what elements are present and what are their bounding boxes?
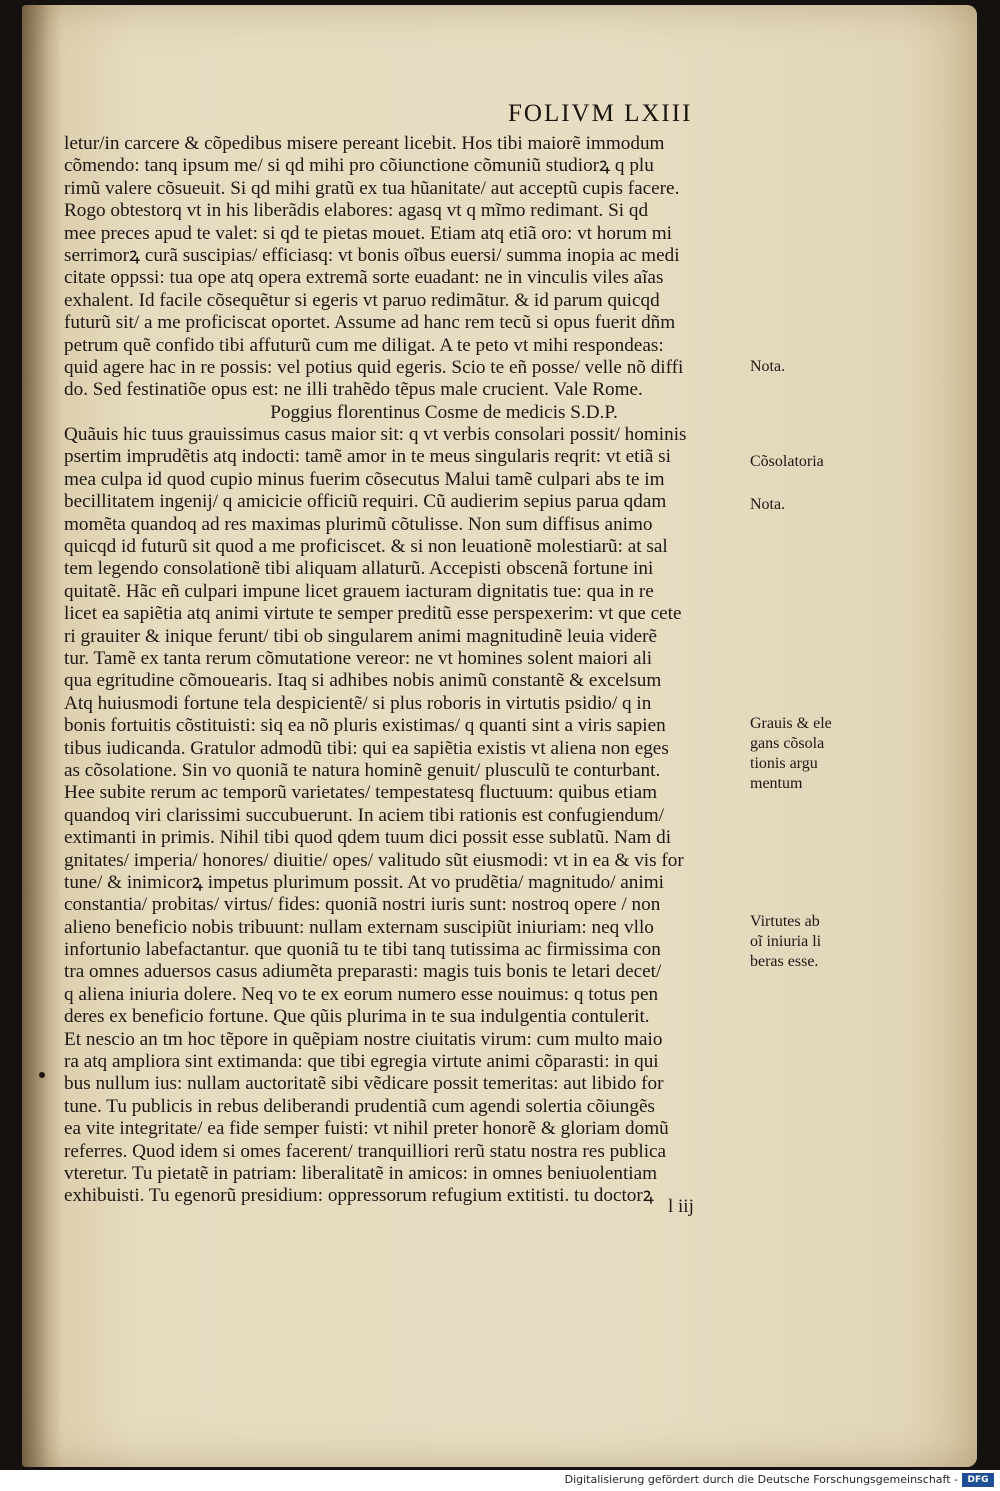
margin-note-grauis: Grauis & ele [750, 715, 832, 732]
footer-credit: Digitalisierung gefördert durch die Deutsche Forschungsgemeinschaft - [564, 1473, 958, 1486]
text-line: Quãuis hic tuus grauissimus casus maior sit: q vt verbis consolari possit/ hominis [64, 424, 687, 446]
letter-heading: Poggius florentinus Cosme de medicis S.D.P. [270, 401, 618, 423]
text-line: bus nullum ius: nullam auctoritatẽ sibi vẽdicare possit temeritas: aut libido for [64, 1073, 664, 1095]
text-line: qua egritudine cõmouearis. Itaq si adhibes nobis animũ constantẽ & excelsum [64, 670, 662, 692]
text-line: referres. Quod idem si omes facerent/ tranquilliori rerũ statu nostra res publica [64, 1140, 667, 1162]
text-line: tur. Tamẽ ex tanta rerum cõmutatione vereor: ne vt homines solent maiori ali [64, 647, 653, 669]
text-line: tem legendo consolationẽ tibi aliquam allaturũ. Accepisti obscenã fortune ini [64, 558, 654, 580]
text-line: cõmendo: tanq ipsum me/ si qd mihi pro cõiunctione cõmuniũ studiorꝝ q plu [64, 155, 654, 177]
margin-note-virtutes: Virtutes ab [750, 913, 820, 930]
text-line: letur/in carcere & cõpedibus misere pereant licebit. Hos tibi maiorẽ immodum [64, 133, 665, 154]
text-line: as cõsolatione. Sin vo quoniã te natura hominẽ genuit/ plusculũ te conturbant. [64, 759, 661, 781]
text-line: alieno beneficio nobis tribuunt: nullam externam suscipiũt iniuriam: neq vllo [64, 916, 654, 938]
text-line: quandoq viri clarissimi succubuerunt. In aciem tibi rationis est confugiendum/ [64, 804, 665, 826]
text-line: vteretur. Tu pietatẽ in patriam: liberalitatẽ in amicos: in omnes beniuolentiam [64, 1162, 658, 1184]
text-line: Atq huiusmodi fortune tela despicientẽ/ si plus roboris in virtutis psidio/ q in [64, 692, 652, 714]
text-line: exhalent. Id facile cõsequẽtur si egeris vt paruo redimãtur. & id parum quicqd [64, 289, 660, 311]
text-line: tune. Tu publicis in rebus deliberandi prudentiã cum agendi solertia cõiungẽs [64, 1095, 655, 1117]
text-line: Rogo obtestorq vt in his liberãdis elabores: agasq vt q mĩmo redimant. Si qd [64, 200, 649, 222]
text-line: mea culpa id quod cupio minus fuerim cõsecutus Malui tamẽ culpari abs te im [64, 468, 665, 490]
folio-header: FOLIVM LXIII [508, 100, 693, 127]
text-line: mee preces apud te valet: si qd te pietas mouet. Etiam atq etiã oro: vt horum mi [64, 222, 672, 244]
margin-note-nota: Nota. [750, 358, 786, 375]
text-line: quid agere hac in re possis: vel potius quid egeris. Scio te eñ posse/ velle nõ diffi [64, 356, 684, 378]
ink-dot [39, 1072, 45, 1078]
text-line: exhibuisti. Tu egenorũ presidium: oppressorum refugium extitisti. tu doctorꝝ [64, 1185, 654, 1207]
show-through-text [800, 180, 826, 198]
margin-note-virtutes: beras esse. [750, 953, 819, 970]
text-line: gnitates/ imperia/ honores/ diuitie/ opes/ valitudo sũt eiusmodi: vt in ea & vis for [64, 849, 684, 871]
text-line: infortunio labefactantur. que quoniã tu te tibi tanq tutissima ac firmissima con [64, 939, 661, 961]
dfg-logo-icon: DFG [962, 1473, 994, 1487]
text-line: ra atq ampliora sint extimanda: que tibi egregia virtute animi cõparasti: in qui [64, 1051, 659, 1073]
margin-note-consolatoria: Cõsolatoria [750, 453, 824, 470]
margin-note-virtutes: oĩ iniuria li [750, 933, 822, 950]
text-line: bonis fortuitis cõstituisti: siq ea nõ pluris existimas/ q quanti sint a viris sapien [64, 715, 666, 737]
margin-note-nota: Nota. [750, 496, 786, 513]
main-text-block [64, 133, 764, 1208]
text-line: petrum quẽ confido tibi affuturũ cum me diligat. A te peto vt mihi respondeas: [64, 334, 664, 356]
text-line: tra omnes aduersos casus adiumẽta preparasti: magis tuis bonis te letari decet/ [64, 961, 662, 983]
page-gutter-shadow [22, 5, 62, 1467]
text-line: tune/ & inimicorꝝ impetus plurimum possit. At vo prudẽtia/ magnitudo/ animi [64, 871, 664, 893]
text-line: constantia/ probitas/ virtus/ fides: quoniã nostri iuris sunt: nostroq opere / non [64, 894, 661, 916]
text-line: futurũ sit/ a me proficiscat oportet. Assume ad hanc rem tecũ si opus fuerit dñm [64, 312, 676, 334]
text-line: extimanti in primis. Nihil tibi quod qdem tuum dici possit esse sublatũ. Nam di [64, 827, 672, 849]
margin-note-grauis: mentum [750, 775, 803, 792]
signature-mark: l iij [668, 1196, 694, 1217]
text-line: licet ea sapiẽtia atq animi virtute te semper preditũ esse perspexerim: vt que cete [64, 603, 682, 625]
text-line: q aliena iniuria dolere. Neq vo te ex eorum numero esse nouimus: q totus pen [64, 983, 659, 1005]
margin-note-grauis: gans cõsola [750, 735, 825, 752]
text-line: deres ex beneficio fortune. Que qũis plurima in te sua indulgentia contulerit. [64, 1006, 650, 1028]
margin-note-grauis: tionis argu [750, 755, 818, 772]
text-line: quicqd id futurũ sit quod a me proficiscet. & si non leuationẽ molestiarũ: at sal [64, 536, 668, 558]
text-line: serrimorꝝ curã suscipias/ efficiasq: vt bonis oĩbus euersi/ summa inopia ac medi [64, 244, 680, 266]
text-line: ea vite integritate/ ea fide semper fuisti: vt nihil preter honorẽ & gloriam domũ [64, 1118, 669, 1140]
text-line: quitatẽ. Hãc eñ culpari impune licet grauem iacturam dignitatis tue: qua in re [64, 580, 654, 602]
text-line: Hee subite rerum ac temporũ varietates/ tempestatesq fluctuum: quibus etiam [64, 782, 658, 804]
text-line: rimũ valere cõsueuit. Si qd mihi gratũ ex tua hũanitate/ aut acceptũ cupis facere. [64, 177, 680, 199]
text-line: ri grauiter & inique ferunt/ tibi ob singularem animi magnitudinẽ leuia viderẽ [64, 625, 658, 647]
text-line: momẽta quandoq ad res maximas plurimũ cõtulisse. Non sum diffisus animo [64, 513, 653, 535]
text-line: Et nescio an tm hoc tẽpore in quẽpiam nostre ciuitatis virum: cum multo maio [64, 1028, 663, 1050]
text-line: psertim imprudẽtis atq indocti: tamẽ amor in te meus singularis reqrit: vt etiã si [64, 446, 671, 468]
text-line: citate oppssi: tua ope atq opera extremã sorte euadant: ne in vinculis viles aĩas [64, 267, 664, 289]
text-line: do. Sed festinatiõe opus est: ne illi trahẽdo tẽpus male crucient. Vale Rome. [64, 379, 643, 401]
text-line: becillitatem ingenij/ q amicicie officiũ requiri. Cũ audierim sepius parua qdam [64, 491, 667, 513]
text-line: tibus iudicanda. Gratulor admodũ tibi: qui ea sapiẽtia existis vt aliena non eges [64, 737, 669, 759]
